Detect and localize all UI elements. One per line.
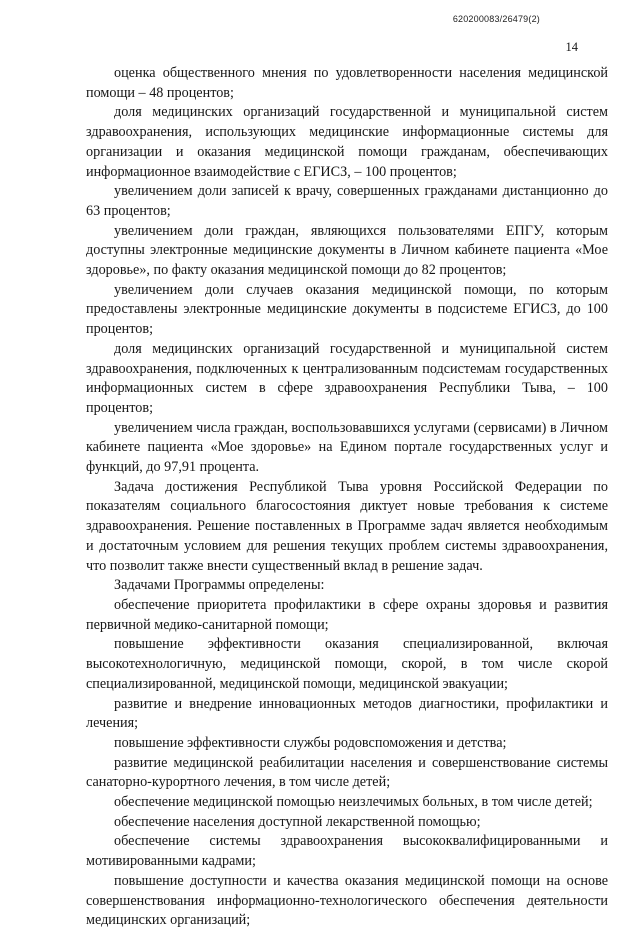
paragraph: обеспечение системы здравоохранения высококвалифицированными и мотивированными кадрами; <box>86 833 608 870</box>
paragraph: повышение эффективности оказания специализированной, включая высокотехнологичную, медицинской помощи, скорой, в том числе скорой специализированной, медицинской помощи, медицинской эвакуации; <box>86 636 608 692</box>
paragraph: доля медицинских организаций государственной и муниципальной систем здравоохранения, подключенных к централизованным подсистемам государственных информационных систем в сфере здравоохранения Республики Тыва, – 100 процентов; <box>86 340 608 416</box>
paragraph: повышение доступности и качества оказания медицинской помощи на основе совершенствования информационно-технологического обеспечения деятельности медицинских организаций; <box>86 872 608 929</box>
paragraph: обеспечение приоритета профилактики в сфере охраны здоровья и развития первичной медико-санитарной помощи; <box>86 596 608 633</box>
paragraph: обеспечение медицинской помощью неизлечимых больных, в том числе детей; <box>114 794 593 811</box>
paragraph: повышение эффективности службы родовспоможения и детства; <box>114 734 507 751</box>
paragraph: развитие медицинской реабилитации населения и совершенствование системы санаторно-курортного лечения, в том числе детей; <box>86 754 608 791</box>
paragraph: обеспечение населения доступной лекарственной помощью; <box>114 813 481 830</box>
paragraph: Задачами Программы определены: <box>114 577 325 594</box>
paragraph: увеличением числа граждан, воспользовавшихся услугами (сервисами) в Личном кабинете пациента «Мое здоровье» на Едином портале государственных услуг и функций, до 97,91 процента. <box>86 419 608 476</box>
paragraph: Задача достижения Республикой Тыва уровня Российской Федерации по показателям социального благосостояния диктует новые требования к системе здравоохранения. Решение поставленных в Программе задач является необходимым и достаточным условием для решения текущих проблем системы здравоохранения, что позволит также внести существенный вклад в решение задач. <box>86 478 608 574</box>
document-id: 620200083/26479(2) <box>452 14 540 24</box>
paragraph: развитие и внедрение инновационных методов диагностики, профилактики и лечения; <box>86 695 608 732</box>
paragraph: доля медицинских организаций государственной и муниципальной систем здравоохранения, использующих медицинские информационные системы для организации и оказания медицинской помощи гражданам, обеспечивающих информационное взаимодействие с ЕГИСЗ, – 100 процентов; <box>86 104 608 180</box>
document-body <box>86 64 608 931</box>
paragraph: увеличением доли граждан, являющихся пользователями ЕПГУ, которым доступны электронные медицинские документы в Личном кабинете пациента «Мое здоровье», по факту оказания медицинской помощи до 82 процентов; <box>86 222 608 279</box>
page-number: 14 <box>565 40 578 54</box>
paragraph: увеличением доли случаев оказания медицинской помощи, по которым предоставлены электронные медицинские документы в подсистеме ЕГИСЗ, до 100 процентов; <box>86 281 608 338</box>
paragraph: увеличением доли записей к врачу, совершенных гражданами дистанционно до 63 процентов; <box>86 183 608 219</box>
paragraph: оценка общественного мнения по удовлетворенности населения медицинской помощи – 48 процентов; <box>86 65 608 101</box>
